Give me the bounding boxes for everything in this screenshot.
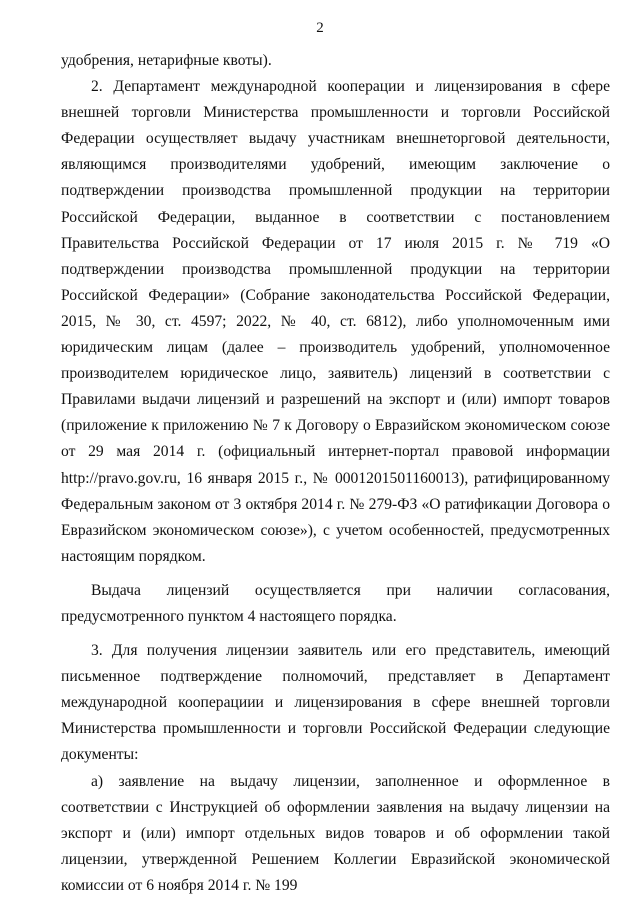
document-body xyxy=(61,48,610,899)
paragraph-license-issuance: Выдача лицензий осуществляется при наличии согласования, предусмотренного пунктом 4 настоящего порядка. xyxy=(61,581,610,625)
paragraph-clause-2: 2. Департамент международной кооперации и лицензирования в сфере внешней торговли Министерства промышленности и торговли Российской Федерации осуществляет выдачу участникам внешнеторговой деятельности, являющимся производителями удобрений, имеющим заключение о подтверждении производства промышленной продукции на территории Российской Федерации, выданное в соответствии с постановлением Правительства Российской Федерации от 17 июля 2015 г. № 719 «О подтверждении производства промышленной продукции на территории Российской Федерации» (Собрание законодательства Российской Федерации, 2015, № 30, ст. 4597; 2022, № 40, ст. 6812), либо уполномоченным ими юридическим лицам (далее – производитель удобрений, уполномоченное производителем юридическое лицо, заявитель) лицензий в соответствии с Правилами выдачи лицензий и разрешений на экспорт и (или) импорт товаров (приложение к приложению № 7 к Договору о Евразийском экономическом союзе от 29 мая 2014 г. (официальный интернет-портал правовой информации http://pravo.gov.ru, 16 января 2015 г., № 0001201501160013), ратифицированному Федеральным законом от 3 октября 2014 г. № 279-ФЗ «О ратификации Договора о Евразийском экономическом союзе»), с учетом особенностей, предусмотренных настоящим порядком. xyxy=(61,78,610,565)
paragraph-continuation: удобрения, нетарифные квоты). xyxy=(61,52,272,69)
page-number: 2 xyxy=(316,20,324,36)
paragraph-clause-3: 3. Для получения лицензии заявитель или его представитель, имеющий письменное подтверждение полномочий, представляет в Департамент международной кооперациии и лицензирования в сфере внешней торговли Министерства промышленности и торговли Российской Федерации следующие документы: xyxy=(61,642,610,764)
paragraph-clause-3a: а) заявление на выдачу лицензии, заполненное и оформленное в соответствии с Инструкцией об оформлении заявления на выдачу лицензии на экспорт и (или) импорт отдельных видов товаров и об оформлении такой лицензии, утвержденной Решением Коллегии Евразийской экономической комиссии от 6 ноября 2014 г. № 199 xyxy=(61,772,610,894)
